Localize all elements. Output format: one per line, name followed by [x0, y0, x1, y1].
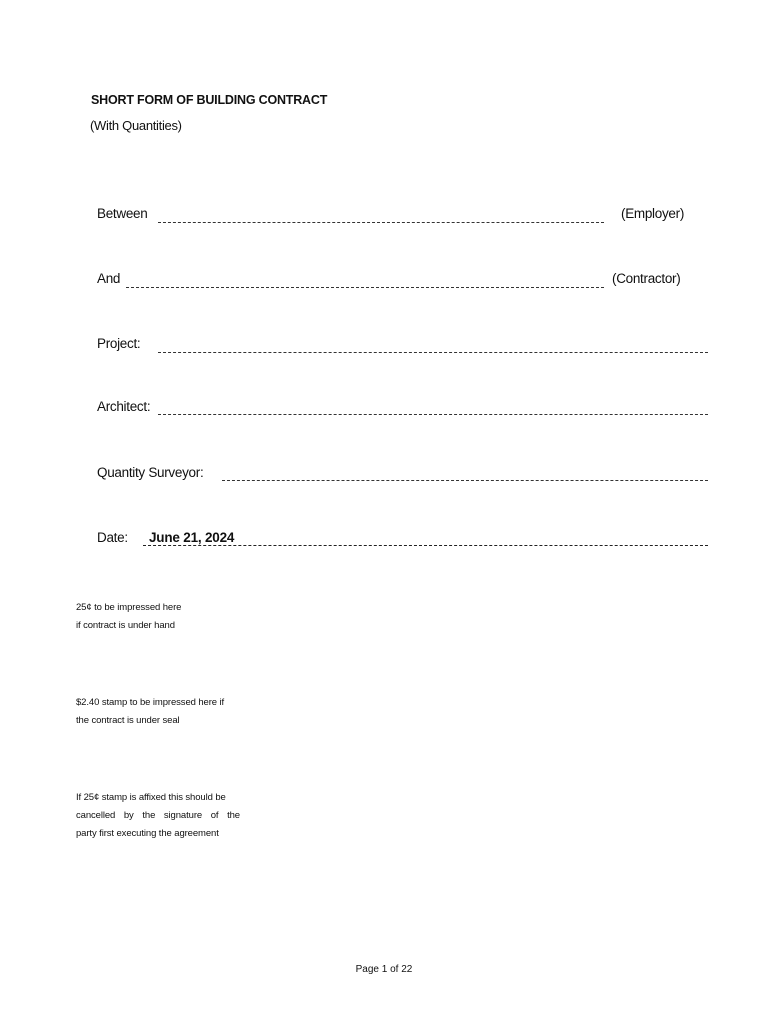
- quantity-surveyor-label: Quantity Surveyor:: [97, 465, 204, 480]
- note-line: party first executing the agreement: [76, 828, 219, 839]
- date-line: [143, 545, 708, 546]
- stamp-cancellation-note: [76, 789, 240, 843]
- note-line: cancelled by the signature of the: [76, 810, 240, 821]
- project-line[interactable]: [158, 352, 708, 353]
- between-line[interactable]: [158, 222, 604, 223]
- date-label: Date:: [97, 530, 128, 545]
- note-line: if contract is under hand: [76, 620, 175, 631]
- stamp-note-under-seal: [76, 694, 240, 730]
- between-label: Between: [97, 206, 148, 221]
- and-line[interactable]: [126, 287, 604, 288]
- note-line: the contract is under seal: [76, 715, 180, 726]
- note-line: $2.40 stamp to be impressed here if: [76, 697, 225, 708]
- date-value[interactable]: June 21, 2024: [149, 530, 235, 545]
- contractor-label: (Contractor): [612, 271, 681, 286]
- document-title: SHORT FORM OF BUILDING CONTRACT: [91, 93, 328, 107]
- note-line: 25¢ to be impressed here: [76, 602, 182, 613]
- architect-line[interactable]: [158, 414, 708, 415]
- quantity-surveyor-line[interactable]: [222, 480, 708, 481]
- note-line: If 25¢ stamp is affixed this should be: [76, 792, 226, 803]
- and-label: And: [97, 271, 121, 286]
- employer-label: (Employer): [621, 206, 685, 221]
- architect-label: Architect:: [97, 399, 151, 414]
- page-number: Page 1 of 22: [355, 964, 413, 975]
- document-subtitle: (With Quantities): [90, 118, 182, 133]
- stamp-note-under-hand: [76, 599, 240, 635]
- project-label: Project:: [97, 336, 141, 351]
